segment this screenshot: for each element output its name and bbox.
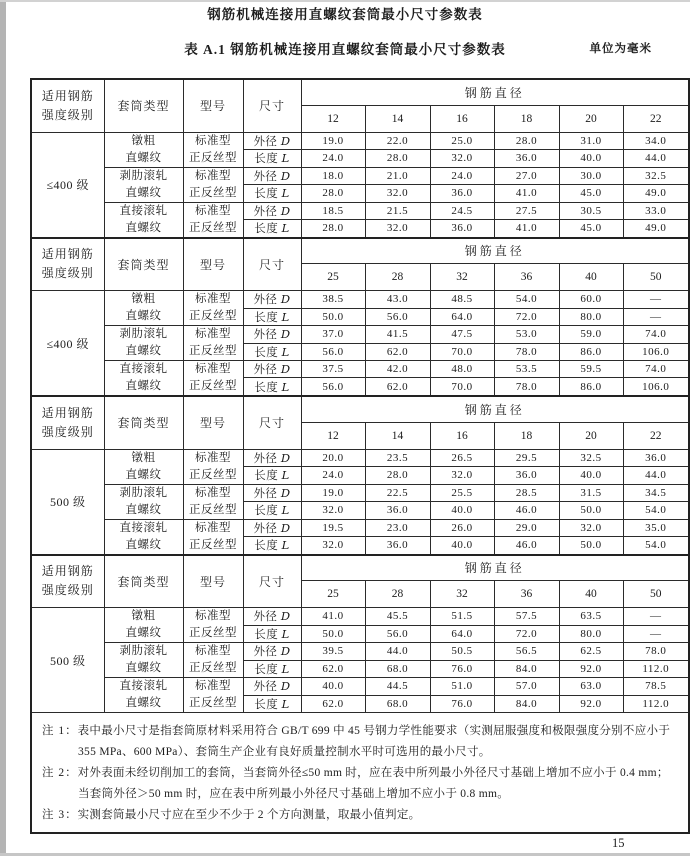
value-cell: 36.0 xyxy=(430,219,494,237)
dimension-cell: 长度 L xyxy=(243,536,301,554)
dimension-cell: 外径 D xyxy=(243,678,301,696)
dimension-cell: 外径 D xyxy=(243,132,301,150)
value-cell: 80.0 xyxy=(559,625,623,643)
value-cell: 35.0 xyxy=(623,519,689,536)
value-cell: 68.0 xyxy=(365,660,430,678)
dimension-cell: 长度 L xyxy=(243,308,301,326)
value-cell: 63.0 xyxy=(559,678,623,696)
diameter-value: 16 xyxy=(430,105,494,132)
value-cell: 24.0 xyxy=(301,150,365,168)
diameter-value: 32 xyxy=(430,581,494,608)
strength-level-cell: ≤400 级 xyxy=(31,132,104,238)
rebar-diameter-header: 钢筋直径 xyxy=(301,238,689,264)
model-cell: 标准型 正反丝型 xyxy=(183,326,243,361)
value-cell: 49.0 xyxy=(623,219,689,237)
value-cell: 34.0 xyxy=(623,132,689,150)
value-cell: 53.0 xyxy=(494,326,559,344)
value-cell: 37.0 xyxy=(301,326,365,344)
strength-level-cell: 500 级 xyxy=(31,449,104,555)
value-cell: 32.0 xyxy=(559,519,623,536)
value-cell: 70.0 xyxy=(430,343,494,361)
value-cell: 57.5 xyxy=(494,608,559,626)
value-cell: 28.5 xyxy=(494,484,559,502)
model-cell: 标准型 正反丝型 xyxy=(183,202,243,238)
data-row xyxy=(31,519,689,536)
value-cell: 86.0 xyxy=(559,378,623,396)
dimension-cell: 长度 L xyxy=(243,695,301,713)
rebar-diameter-header: 钢筋直径 xyxy=(301,555,689,581)
value-cell: 50.0 xyxy=(301,308,365,326)
value-cell: 30.0 xyxy=(559,167,623,185)
value-cell: 26.5 xyxy=(430,449,494,467)
data-row xyxy=(31,132,689,150)
value-cell: 32.0 xyxy=(365,185,430,203)
dimension-header: 尺寸 xyxy=(243,238,301,291)
dimension-cell: 外径 D xyxy=(243,291,301,309)
dimension-cell: 外径 D xyxy=(243,608,301,626)
model-cell: 标准型 正反丝型 xyxy=(183,484,243,519)
dimension-cell: 外径 D xyxy=(243,484,301,502)
dimension-cell: 长度 L xyxy=(243,219,301,237)
value-cell: 56.0 xyxy=(301,378,365,396)
dimension-cell: 外径 D xyxy=(243,202,301,219)
value-cell: 32.0 xyxy=(430,150,494,168)
model-cell: 标准型 正反丝型 xyxy=(183,291,243,326)
value-cell: 50.0 xyxy=(559,502,623,520)
table-note: 注 2：对外表面未经切削加工的套筒，当套筒外径≤50 mm 时，应在表中所列最小外径尺寸基础上增加不应小于 0.4 mm；当套筒外径＞50 mm 时，应在表中所列最小外径尺寸基础上增加不应小于 0.8 mm。 xyxy=(42,767,669,800)
value-cell: 56.0 xyxy=(365,308,430,326)
diameter-value: 28 xyxy=(365,264,430,291)
value-cell: 41.0 xyxy=(301,608,365,626)
table-note: 注 3：实测套筒最小尺寸应在至少不少于 2 个方向测量，取最小值判定。 xyxy=(42,809,421,821)
value-cell: 64.0 xyxy=(430,308,494,326)
dimension-cell: 外径 D xyxy=(243,167,301,185)
value-cell: 54.0 xyxy=(494,291,559,309)
value-cell: 86.0 xyxy=(559,343,623,361)
value-cell: 47.5 xyxy=(430,326,494,344)
value-cell: 25.0 xyxy=(430,132,494,150)
diameter-value: 18 xyxy=(494,422,559,449)
diameter-value: 25 xyxy=(301,581,365,608)
value-cell: 28.0 xyxy=(301,219,365,237)
value-cell: 38.5 xyxy=(301,291,365,309)
value-cell: 112.0 xyxy=(623,695,689,713)
diameter-value: 16 xyxy=(430,422,494,449)
dimension-cell: 外径 D xyxy=(243,643,301,661)
value-cell: 32.0 xyxy=(301,502,365,520)
value-cell: 70.0 xyxy=(430,378,494,396)
value-cell: 32.5 xyxy=(559,449,623,467)
table-caption: 表 A.1 钢筋机械连接用直螺纹套筒最小尺寸参数表 xyxy=(184,42,506,57)
dimension-cell: 长度 L xyxy=(243,185,301,203)
value-cell: 30.5 xyxy=(559,202,623,219)
value-cell: 92.0 xyxy=(559,660,623,678)
value-cell: 45.5 xyxy=(365,608,430,626)
sleeve-type-cell: 直接滚轧 直螺纹 xyxy=(104,678,183,713)
data-row xyxy=(31,678,689,696)
value-cell: 28.0 xyxy=(301,185,365,203)
value-cell: 41.0 xyxy=(494,185,559,203)
diameter-value: 14 xyxy=(365,105,430,132)
value-cell: 51.0 xyxy=(430,678,494,696)
sleeve-type-cell: 直接滚轧 直螺纹 xyxy=(104,202,183,238)
dimension-header: 尺寸 xyxy=(243,555,301,608)
value-cell: — xyxy=(623,291,689,309)
value-cell: 33.0 xyxy=(623,202,689,219)
value-cell: 27.5 xyxy=(494,202,559,219)
diameter-value: 12 xyxy=(301,105,365,132)
value-cell: 62.0 xyxy=(365,343,430,361)
diameter-value: 20 xyxy=(559,105,623,132)
diameter-value: 28 xyxy=(365,581,430,608)
strength-level-header: 适用钢筋 强度级别 xyxy=(31,396,104,449)
value-cell: 36.0 xyxy=(494,150,559,168)
value-cell: 40.0 xyxy=(559,150,623,168)
dimension-cell: 外径 D xyxy=(243,519,301,536)
value-cell: 36.0 xyxy=(494,467,559,485)
value-cell: 40.0 xyxy=(301,678,365,696)
diameter-value: 50 xyxy=(623,581,689,608)
data-row xyxy=(31,291,689,309)
dimension-cell: 长度 L xyxy=(243,502,301,520)
model-cell: 标准型 正反丝型 xyxy=(183,519,243,555)
dimension-cell: 长度 L xyxy=(243,467,301,485)
strength-level-header: 适用钢筋 强度级别 xyxy=(31,555,104,608)
value-cell: 40.0 xyxy=(430,502,494,520)
value-cell: 62.5 xyxy=(559,643,623,661)
scan-edge-left xyxy=(0,0,6,856)
value-cell: 36.0 xyxy=(365,536,430,554)
value-cell: 56.0 xyxy=(301,343,365,361)
sleeve-type-cell: 直接滚轧 直螺纹 xyxy=(104,361,183,397)
value-cell: 40.0 xyxy=(430,536,494,554)
table-note: 注 1：表中最小尺寸是指套筒原材料采用符合 GB/T 699 中 45 号钢力学性能要求（实测屈服强度和极限强度分别不应小于 355 MPa、600 MPa）、套筒生产企业有良好质量控制水平时可选用的最小尺寸。 xyxy=(42,725,671,758)
unit-note: 单位为毫米 xyxy=(589,43,652,55)
dimension-header: 尺寸 xyxy=(243,396,301,449)
running-header: 钢筋机械连接用直螺纹套筒最小尺寸参数表 xyxy=(207,7,483,22)
value-cell: 57.0 xyxy=(494,678,559,696)
model-header: 型号 xyxy=(183,238,243,291)
value-cell: 46.0 xyxy=(494,502,559,520)
sleeve-type-cell: 直接滚轧 直螺纹 xyxy=(104,519,183,555)
model-cell: 标准型 正反丝型 xyxy=(183,361,243,397)
value-cell: 19.5 xyxy=(301,519,365,536)
value-cell: 44.5 xyxy=(365,678,430,696)
value-cell: 27.0 xyxy=(494,167,559,185)
notes-row xyxy=(31,713,689,834)
value-cell: 32.0 xyxy=(430,467,494,485)
diameter-value: 12 xyxy=(301,422,365,449)
value-cell: 42.0 xyxy=(365,361,430,378)
diameter-value: 40 xyxy=(559,264,623,291)
value-cell: 34.5 xyxy=(623,484,689,502)
value-cell: 21.0 xyxy=(365,167,430,185)
value-cell: 68.0 xyxy=(365,695,430,713)
model-cell: 标准型 正反丝型 xyxy=(183,643,243,678)
value-cell: 43.0 xyxy=(365,291,430,309)
value-cell: 64.0 xyxy=(430,625,494,643)
value-cell: — xyxy=(623,308,689,326)
value-cell: 44.0 xyxy=(623,467,689,485)
section-header-row xyxy=(31,79,689,105)
value-cell: — xyxy=(623,625,689,643)
data-row xyxy=(31,167,689,185)
value-cell: 41.0 xyxy=(494,219,559,237)
dimension-cell: 长度 L xyxy=(243,625,301,643)
sleeve-type-header: 套筒类型 xyxy=(104,396,183,449)
rebar-diameter-header: 钢筋直径 xyxy=(301,396,689,422)
diameter-value: 25 xyxy=(301,264,365,291)
data-row xyxy=(31,326,689,344)
model-cell: 标准型 正反丝型 xyxy=(183,449,243,484)
value-cell: 80.0 xyxy=(559,308,623,326)
model-cell: 标准型 正反丝型 xyxy=(183,678,243,713)
value-cell: 23.5 xyxy=(365,449,430,467)
value-cell: 21.5 xyxy=(365,202,430,219)
value-cell: 78.0 xyxy=(623,643,689,661)
section-header-row xyxy=(31,555,689,581)
dimension-cell: 外径 D xyxy=(243,449,301,467)
diameter-value: 14 xyxy=(365,422,430,449)
value-cell: 32.0 xyxy=(365,219,430,237)
value-cell: 24.5 xyxy=(430,202,494,219)
value-cell: 18.0 xyxy=(301,167,365,185)
model-header: 型号 xyxy=(183,79,243,132)
value-cell: 60.0 xyxy=(559,291,623,309)
value-cell: 50.0 xyxy=(559,536,623,554)
value-cell: 84.0 xyxy=(494,660,559,678)
sleeve-type-header: 套筒类型 xyxy=(104,79,183,132)
value-cell: 76.0 xyxy=(430,695,494,713)
sleeve-type-cell: 镦粗 直螺纹 xyxy=(104,449,183,484)
value-cell: 78.5 xyxy=(623,678,689,696)
value-cell: 49.0 xyxy=(623,185,689,203)
value-cell: 20.0 xyxy=(301,449,365,467)
value-cell: 78.0 xyxy=(494,343,559,361)
value-cell: 28.0 xyxy=(365,467,430,485)
data-row xyxy=(31,202,689,219)
value-cell: 59.5 xyxy=(559,361,623,378)
value-cell: 32.5 xyxy=(623,167,689,185)
value-cell: 18.5 xyxy=(301,202,365,219)
value-cell: 24.0 xyxy=(301,467,365,485)
sleeve-type-header: 套筒类型 xyxy=(104,238,183,291)
value-cell: 46.0 xyxy=(494,536,559,554)
dimension-cell: 长度 L xyxy=(243,150,301,168)
value-cell: 31.5 xyxy=(559,484,623,502)
data-row xyxy=(31,484,689,502)
value-cell: 74.0 xyxy=(623,361,689,378)
model-header: 型号 xyxy=(183,555,243,608)
value-cell: 62.0 xyxy=(365,378,430,396)
diameter-value: 40 xyxy=(559,581,623,608)
table-caption-row xyxy=(0,38,690,56)
value-cell: 54.0 xyxy=(623,536,689,554)
value-cell: 45.0 xyxy=(559,185,623,203)
value-cell: 56.5 xyxy=(494,643,559,661)
value-cell: 25.5 xyxy=(430,484,494,502)
dimension-header: 尺寸 xyxy=(243,79,301,132)
value-cell: 76.0 xyxy=(430,660,494,678)
rebar-diameter-header: 钢筋直径 xyxy=(301,79,689,105)
value-cell: 48.5 xyxy=(430,291,494,309)
value-cell: 106.0 xyxy=(623,343,689,361)
value-cell: 78.0 xyxy=(494,378,559,396)
data-row xyxy=(31,608,689,626)
dimension-cell: 外径 D xyxy=(243,361,301,378)
value-cell: 28.0 xyxy=(494,132,559,150)
strength-level-header: 适用钢筋 强度级别 xyxy=(31,79,104,132)
scan-edge-top xyxy=(0,0,690,2)
value-cell: 24.0 xyxy=(430,167,494,185)
value-cell: 36.0 xyxy=(365,502,430,520)
value-cell: 39.5 xyxy=(301,643,365,661)
sleeve-type-cell: 剥肋滚轧 直螺纹 xyxy=(104,484,183,519)
value-cell: 19.0 xyxy=(301,132,365,150)
data-row xyxy=(31,643,689,661)
value-cell: 106.0 xyxy=(623,378,689,396)
strength-level-header: 适用钢筋 强度级别 xyxy=(31,238,104,291)
strength-level-cell: ≤400 级 xyxy=(31,291,104,397)
value-cell: 48.0 xyxy=(430,361,494,378)
diameter-value: 36 xyxy=(494,264,559,291)
diameter-value: 22 xyxy=(623,105,689,132)
model-header: 型号 xyxy=(183,396,243,449)
spec-table xyxy=(30,78,690,834)
value-cell: 92.0 xyxy=(559,695,623,713)
page-number: 15 xyxy=(612,836,625,850)
value-cell: 29.0 xyxy=(494,519,559,536)
sleeve-type-cell: 剥肋滚轧 直螺纹 xyxy=(104,643,183,678)
value-cell: 23.0 xyxy=(365,519,430,536)
model-cell: 标准型 正反丝型 xyxy=(183,132,243,167)
value-cell: 62.0 xyxy=(301,660,365,678)
diameter-value: 32 xyxy=(430,264,494,291)
value-cell: 44.0 xyxy=(623,150,689,168)
value-cell: 44.0 xyxy=(365,643,430,661)
value-cell: 28.0 xyxy=(365,150,430,168)
diameter-value: 20 xyxy=(559,422,623,449)
value-cell: — xyxy=(623,608,689,626)
value-cell: 36.0 xyxy=(430,185,494,203)
value-cell: 32.0 xyxy=(301,536,365,554)
strength-level-cell: 500 级 xyxy=(31,608,104,713)
dimension-cell: 长度 L xyxy=(243,378,301,396)
value-cell: 26.0 xyxy=(430,519,494,536)
dimension-cell: 长度 L xyxy=(243,343,301,361)
value-cell: 36.0 xyxy=(623,449,689,467)
sleeve-type-cell: 镦粗 直螺纹 xyxy=(104,291,183,326)
value-cell: 59.0 xyxy=(559,326,623,344)
model-cell: 标准型 正反丝型 xyxy=(183,167,243,202)
value-cell: 84.0 xyxy=(494,695,559,713)
value-cell: 62.0 xyxy=(301,695,365,713)
section-header-row xyxy=(31,396,689,422)
dimension-cell: 长度 L xyxy=(243,660,301,678)
value-cell: 72.0 xyxy=(494,625,559,643)
value-cell: 22.5 xyxy=(365,484,430,502)
value-cell: 41.5 xyxy=(365,326,430,344)
value-cell: 63.5 xyxy=(559,608,623,626)
value-cell: 54.0 xyxy=(623,502,689,520)
data-row xyxy=(31,361,689,378)
diameter-value: 18 xyxy=(494,105,559,132)
value-cell: 19.0 xyxy=(301,484,365,502)
dimension-cell: 外径 D xyxy=(243,326,301,344)
value-cell: 50.5 xyxy=(430,643,494,661)
value-cell: 37.5 xyxy=(301,361,365,378)
table-notes xyxy=(31,713,689,834)
diameter-value: 36 xyxy=(494,581,559,608)
value-cell: 29.5 xyxy=(494,449,559,467)
value-cell: 112.0 xyxy=(623,660,689,678)
sleeve-type-cell: 剥肋滚轧 直螺纹 xyxy=(104,167,183,202)
sleeve-type-cell: 镦粗 直螺纹 xyxy=(104,132,183,167)
value-cell: 72.0 xyxy=(494,308,559,326)
value-cell: 22.0 xyxy=(365,132,430,150)
value-cell: 45.0 xyxy=(559,219,623,237)
section-header-row xyxy=(31,238,689,264)
sleeve-type-cell: 剥肋滚轧 直螺纹 xyxy=(104,326,183,361)
sleeve-type-header: 套筒类型 xyxy=(104,555,183,608)
data-row xyxy=(31,449,689,467)
value-cell: 40.0 xyxy=(559,467,623,485)
value-cell: 51.5 xyxy=(430,608,494,626)
value-cell: 74.0 xyxy=(623,326,689,344)
value-cell: 50.0 xyxy=(301,625,365,643)
diameter-value: 50 xyxy=(623,264,689,291)
value-cell: 56.0 xyxy=(365,625,430,643)
value-cell: 31.0 xyxy=(559,132,623,150)
sleeve-type-cell: 镦粗 直螺纹 xyxy=(104,608,183,643)
value-cell: 53.5 xyxy=(494,361,559,378)
model-cell: 标准型 正反丝型 xyxy=(183,608,243,643)
diameter-value: 22 xyxy=(623,422,689,449)
